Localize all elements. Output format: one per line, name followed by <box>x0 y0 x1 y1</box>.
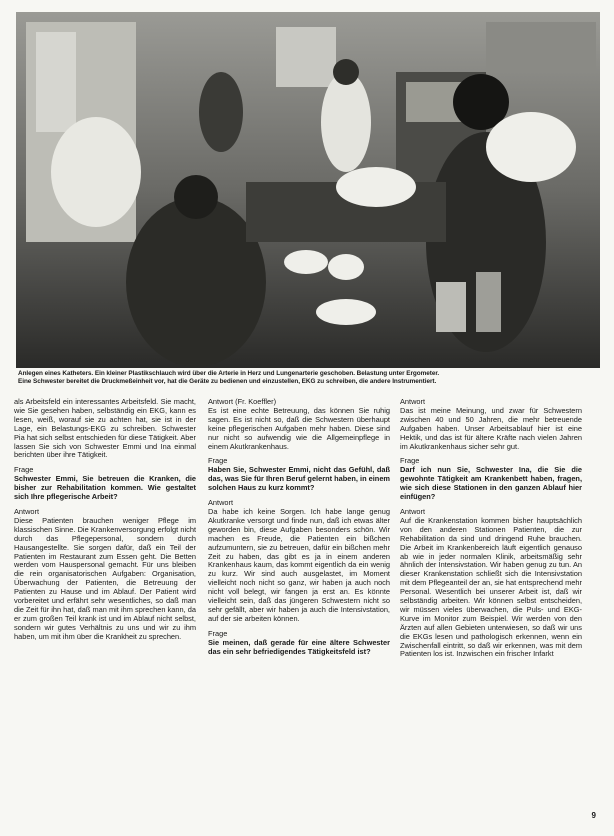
page-number: 9 <box>591 811 596 820</box>
answer-text: Auf die Krankenstation kommen bisher hauptsächlich von den anderen Stationen Patienten, die zur Rehabilitation da sind und dringend Ruhe brauchen. Die Arbeit im Krankenbereich läuft eigentlich genauso ab wie in jeder normalen Klinik, arbeitsmäßig sehr ähnlich der Intensivstation. Wir haben genug zu tun. An dieser Krankenstation schließt sich die Intensivstation mit dem Pflegeanteil der an, sie hat entsprechend mehr Personal. Wesentlich bei unserer Arbeit ist, daß wir selbständig arbeiten. Wir können selbst entscheiden, wir müssen vieles überwachen, die Puls- und EKG-Kurve im Monitor zum Beispiel. Wir werden von den Ärzten auf allen Gebieten unterwiesen, so daß wir uns die EKGs lesen und pathologisch erkennen, wenn ein Zwischenfall eintritt, so daß wir erkennen, was mit dem Patienten los ist. Inzwischen ein frischer Infarkt <box>400 515 582 659</box>
answer-text: Diese Patienten brauchen weniger Pflege im klassischen Sinne. Die Krankenversorgung erfolgt nicht durch das Pflegepersonal, sondern durch Hausangestellte. Sie sorgen dafür, daß ein Teil der Patienten im Restaurant zum Essen geht. Die Betten werden vom Hauspersonal gemacht. Für uns bleiben die rein organisatorischen Aufgaben: Organisation, Überwachung der Patienten, die Betreuung der Patienten zu Hause und im Ablauf. Der Patient wird vorbereitet und erfährt sehr wesentliches, so daß man die Zeit für ihn hat, daß man mit ihm sprechen kann, da er zum großen Teil krank ist und im Ablauf nicht selbst, sondern wir gutes Verhältnis zu uns und wir zu ihm haben, um mit ihm über die Krankheit zu sprechen. <box>14 515 196 641</box>
photo-caption <box>18 370 598 386</box>
column-1-intro: als Arbeitsfeld ein interessantes Arbeitsfeld. Sie macht, wie Sie gesehen haben, selbständig ein EKG, kann es lesen, weiß, worauf sie zu achten hat, sie ist in der Lage, ein Belastungs-EKG zu schreiben. Schwester Pia hat sich selbst entschieden für diese Tätigkeit. Aber lassen Sie sich von Schwester Emmi und Ina einmal berichten über ihre Tätigkeit. <box>14 397 196 460</box>
question-text: Darf ich nun Sie, Schwester Ina, die Sie die gewohnte Tätigkeit am Krankenbett haben, fragen, wie sich diese Stationen in den ganzen Ablauf hier einfügen? <box>400 465 582 502</box>
answer-text: Das ist meine Meinung, und zwar für Schwestern zwischen 40 und 50 Jahren, die mehr betreuende Aufgaben haben. Unser Arbeitsablauf hier ist eine Hektik, und das ist für ältere Kräfte nach vielen Jahren im Akutkrankenhaus sicher sehr gut. <box>400 405 582 451</box>
caption-line-1: Anlegen eines Katheters. Ein kleiner Plastikschlauch wird über die Arterie in Herz und Lungenarterie geschoben. Belastung unter Ergometer. <box>18 370 440 377</box>
text-column-2 <box>208 398 390 656</box>
answer-label: Antwort <box>400 506 426 516</box>
question-text: Sie meinen, daß gerade für eine ältere Schwester das ein sehr befriedigendes Tätigkeitsfeld ist? <box>208 637 390 656</box>
answer-text: Es ist eine echte Betreuung, das können Sie ruhig sagen. Es ist nicht so, daß die Schwestern überhaupt keine pflegerischen Aufgaben mehr haben. Diese sind nur nicht so aufwendig wie die Allgemeinpflege in einem Akutkrankenhaus. <box>208 405 390 451</box>
caption-line-2: Eine Schwester bereitet die Druckmeßeinheit vor, hat die Geräte zu bedienen und einzustellen, EKG zu schreiben, die andere Instrumentiert. <box>18 378 437 385</box>
answer-label: Antwort (Fr. Koeffler) <box>208 397 277 406</box>
answer-label: Antwort <box>14 506 40 516</box>
question-label: Frage <box>14 465 34 475</box>
question-text: Haben Sie, Schwester Emmi, nicht das Gefühl, daß das, was Sie für Ihren Beruf gelernt haben, in einem solchen Haus zu kurz kommt? <box>208 465 390 493</box>
answer-label: Antwort <box>400 397 426 406</box>
question-label: Frage <box>400 456 420 466</box>
text-column-3 <box>400 398 582 665</box>
text-column-1 <box>14 398 196 648</box>
question-text: Schwester Emmi, Sie betreuen die Kranken, die bisher zur Rehabilitation kommen. Wie gestaltet sich Ihre pflegerische Arbeit? <box>14 474 196 502</box>
question-label: Frage <box>208 628 228 638</box>
answer-text: Da habe ich keine Sorgen. Ich habe lange genug Akutkranke versorgt und finde nun, daß ich etwas älter geworden bin, diese Aufgaben besonders schön. Wir machen es Freude, die Patienten ein bißchen aufzumuntern, sie zu betreuen, dafür ein bißchen mehr Zeit zu haben, das gibt es ja in einem anderen Krankenhaus kaum, das kommt eigentlich da ein wenig zu kurz. Wir sind auch ausgelastet, im Moment vielleicht noch nicht so ganz, wir haben ja auch noch nicht voll belegt, wir fangen ja erst an. Es könnte vielleicht sein, daß das jüngeren Schwestern nicht so sehr gefällt, aber wir haben ja auch die Intensivstation, auf der sie arbeiten können. <box>208 506 390 623</box>
answer-label: Antwort <box>208 498 234 508</box>
question-label: Frage <box>208 456 228 466</box>
photo-catheter-lab <box>16 12 600 368</box>
